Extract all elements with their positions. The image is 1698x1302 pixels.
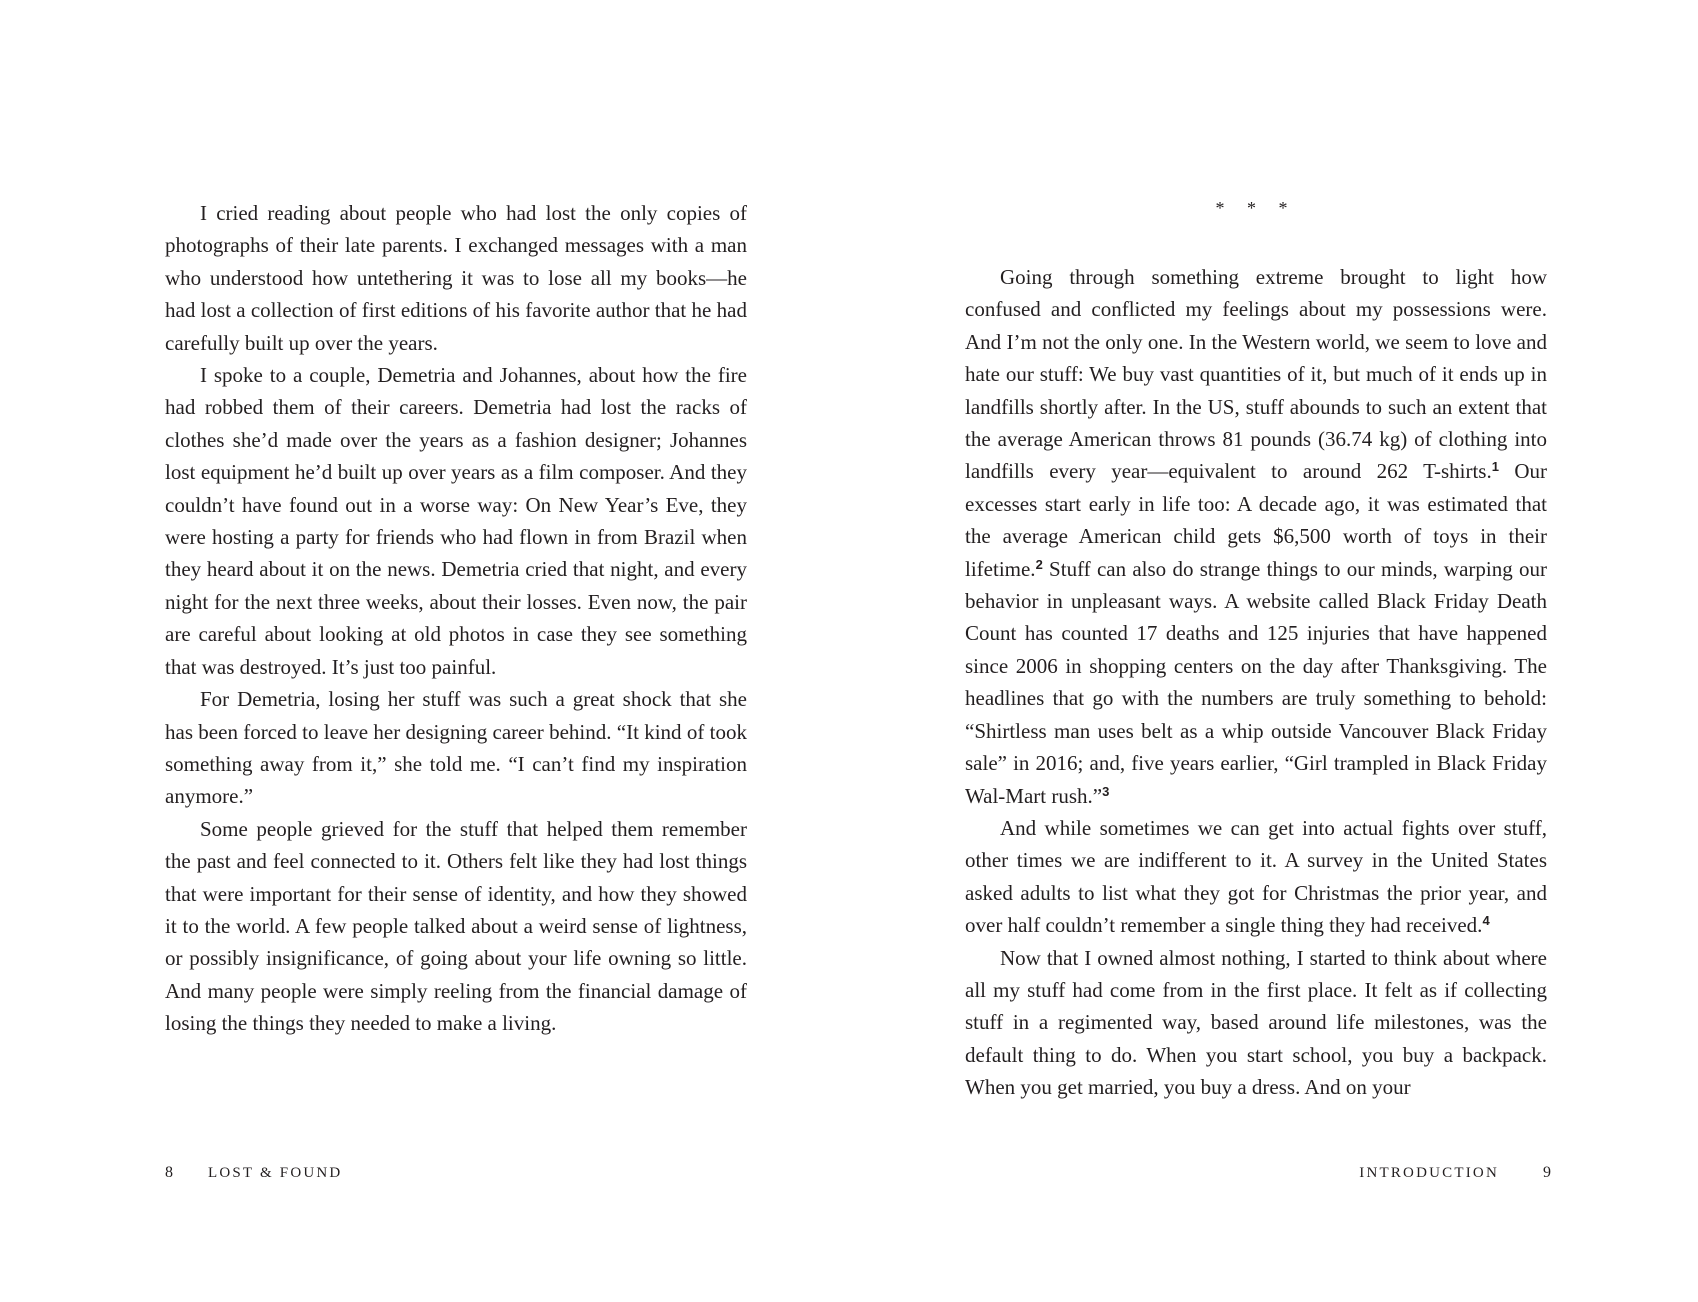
page-number: 8	[165, 1164, 173, 1181]
paragraph: Now that I owned almost nothing, I started to think about where all my stuff had come from in the first place. It felt as if collecting stuff in a regimented way, based around life milestones, was the default thing to do. When you start school, you buy a backpack. When you get married, you buy a dress. And on your	[965, 945, 1547, 1100]
footnote-marker[interactable]: 2	[1035, 556, 1043, 572]
right-page	[849, 0, 1698, 1302]
paragraph-text: And while sometimes we can get into actual fights over stuff, other times we are indifferent to it. A survey in the United States asked adults to list what they got for Christmas the prior year, and over half couldn’t remember a single thing they had received.	[965, 815, 1547, 938]
paragraph: I cried reading about people who had lost the only copies of photographs of their late parents. I exchanged messages with a man who understood how untethering it was to lose all my books—he had lost a collection of first editions of his favorite author that he had carefully built up over the years.	[165, 201, 747, 355]
footnote-marker[interactable]: 4	[1482, 913, 1490, 929]
running-title: INTRODUCTION	[1359, 1165, 1499, 1181]
paragraph-text: Our excesses start early in life too: A decade ago, it was estimated that the average American child gets $6,500 worth of toys in their lifetime.	[965, 459, 1547, 581]
paragraph-text: Going through something extreme brought to light how confused and conflicted my feelings about my possessions were. And I’m not the only one. In the Western world, we seem to love and hate our stuff: We buy vast quantities of it, but much of it ends up in landfills shortly after. In the US, stuff abounds to such an extent that the average American throws 81 pounds (36.74 kg) of clothing into landfills every year—equivalent to around 262 T-shirts.	[965, 265, 1547, 484]
right-page-body	[965, 261, 1547, 1104]
paragraph: I spoke to a couple, Demetria and Johannes, about how the fire had robbed them of their careers. Demetria had lost the racks of clothes she’d made over the years as a fashion designer; Johannes lost equipment he’d built up over years as a film composer. And they couldn’t have found out in a worse way: On New Year’s Eve, they were hosting a party for friends who had flown in from Brazil when they heard about it on the news. Demetria cried that night, and every night for the next three weeks, about their losses. Even now, the pair are careful about looking at old photos in case they see something that was destroyed. It’s just too painful.	[165, 363, 747, 679]
page-number: 9	[1543, 1164, 1551, 1181]
section-break-ornament: * * *	[1215, 198, 1297, 218]
paragraph	[965, 261, 1547, 812]
left-page-body	[165, 197, 747, 1040]
footnote-marker[interactable]: 3	[1102, 783, 1110, 799]
paragraph	[965, 812, 1547, 942]
paragraph-text: Stuff can also do strange things to our minds, warping our behavior in unpleasant ways. A website called Black Friday Death Count has counted 17 deaths and 125 injuries that have happened since 2006 in shopping centers on the day after Thanksgiving. The headlines that go with the numbers are truly something to behold: “Shirtless man uses belt as a whip outside Vancouver Black Friday sale” in 2016; and, five years earlier, “Girl trampled in Black Friday Wal-Mart rush.”	[965, 556, 1547, 808]
running-title: LOST & FOUND	[208, 1165, 343, 1181]
footnote-marker[interactable]: 1	[1491, 459, 1499, 475]
paragraph: Some people grieved for the stuff that helped them remember the past and feel connected to it. Others felt like they had lost things that were important for their sense of identity, and how they showed it to the world. A few people talked about a weird sense of lightness, or possibly insignificance, of going about your life owning so little. And many people were simply reeling from the financial damage of losing the things they needed to make a living.	[165, 816, 747, 1036]
paragraph: For Demetria, losing her stuff was such a great shock that she has been forced to leave her designing career behind. “It kind of took something away from it,” she told me. “I can’t find my inspiration anymore.”	[165, 687, 747, 809]
